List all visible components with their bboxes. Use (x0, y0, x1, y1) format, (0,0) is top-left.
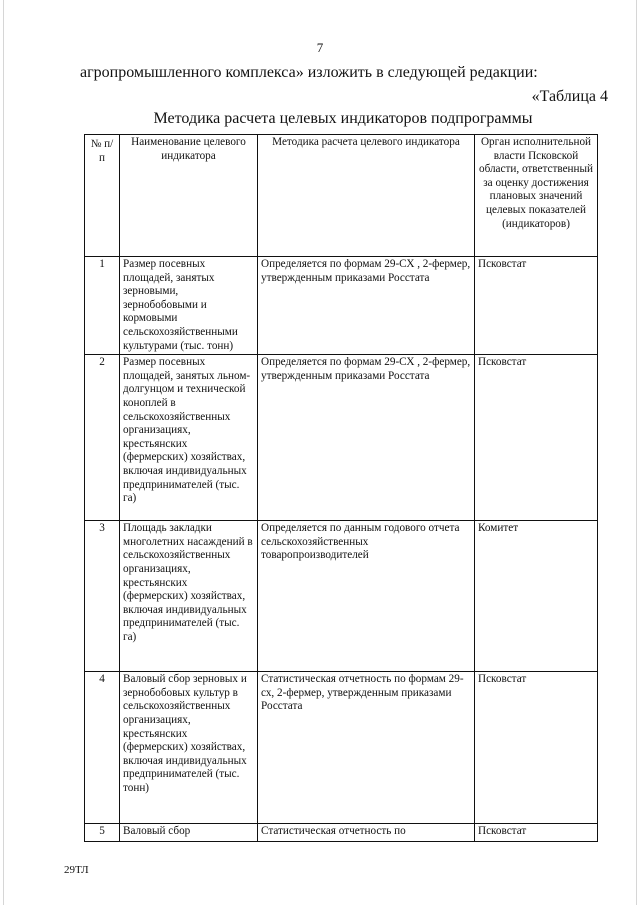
row-method: Определяется по формам 29-СХ , 2-фермер, утвержденным приказами Росстата (258, 257, 475, 355)
table-title: Методика расчета целевых индикаторов подпрограммы (153, 110, 533, 127)
header-number: № п/п (85, 135, 120, 257)
footer-code: 29ТЛ (64, 864, 89, 876)
row-indicator-name: Размер посевных площадей, занятых льном-долгунцом и технической коноплей в сельскохозяйственных организациях, крестьянских (фермерских) хозяйствах, включая индивидуальных предпринимателей (тыс. га) (120, 355, 258, 521)
table-row (85, 257, 598, 355)
row-responsible-organ: Псковстат (475, 355, 598, 521)
header-responsible-organ: Орган исполнительной власти Псковской области, ответственный за оценку достижения плановых значений целевых показателей (индикаторов) (475, 135, 598, 257)
row-responsible-organ: Комитет (475, 521, 598, 672)
row-responsible-organ: Псковстат (475, 672, 598, 824)
row-responsible-organ: Псковстат (475, 257, 598, 355)
header-method: Методика расчета целевого индикатора (258, 135, 475, 257)
row-method: Определяется по данным годового отчета сельскохозяйственных товаропроизводителей (258, 521, 475, 672)
table-row (85, 824, 598, 842)
scan-edge-right (636, 0, 637, 905)
row-method: Статистическая отчетность по (258, 824, 475, 842)
row-indicator-name: Площадь закладки многолетних насаждений в сельскохозяйственных организациях, крестьянских (фермерских) хозяйствах, включая индивидуальных предпринимателей (тыс. га) (120, 521, 258, 672)
row-number: 4 (85, 672, 120, 824)
row-indicator-name: Размер посевных площадей, занятых зерновыми, зернобобовыми и кормовыми сельскохозяйственными культурами (тыс. тонн) (120, 257, 258, 355)
row-number: 5 (85, 824, 120, 842)
row-method: Определяется по формам 29-СХ , 2-фермер, утвержденным приказами Росстата (258, 355, 475, 521)
table-reference: «Таблица 4 (531, 88, 608, 105)
row-number: 2 (85, 355, 120, 521)
indicators-table (84, 134, 598, 842)
row-number: 1 (85, 257, 120, 355)
row-indicator-name: Валовый сбор (120, 824, 258, 842)
table-row (85, 672, 598, 824)
scan-edge-left (3, 0, 4, 905)
intro-text: агропромышленного комплекса» изложить в следующей редакции: (80, 64, 538, 81)
row-method: Статистическая отчетность по формам 29-сх, 2-фермер, утвержденным приказами Росстата (258, 672, 475, 824)
page-number: 7 (316, 40, 324, 55)
row-responsible-organ: Псковстат (475, 824, 598, 842)
table-row (85, 521, 598, 672)
header-indicator-name: Наименование целевого индикатора (120, 135, 258, 257)
table-row (85, 355, 598, 521)
table-header-row (85, 135, 598, 257)
row-number: 3 (85, 521, 120, 672)
row-indicator-name: Валовый сбор зерновых и зернобобовых культур в сельскохозяйственных организациях, крестьянских (фермерских) хозяйствах, включая индивидуальных предпринимателей (тыс. тонн) (120, 672, 258, 824)
